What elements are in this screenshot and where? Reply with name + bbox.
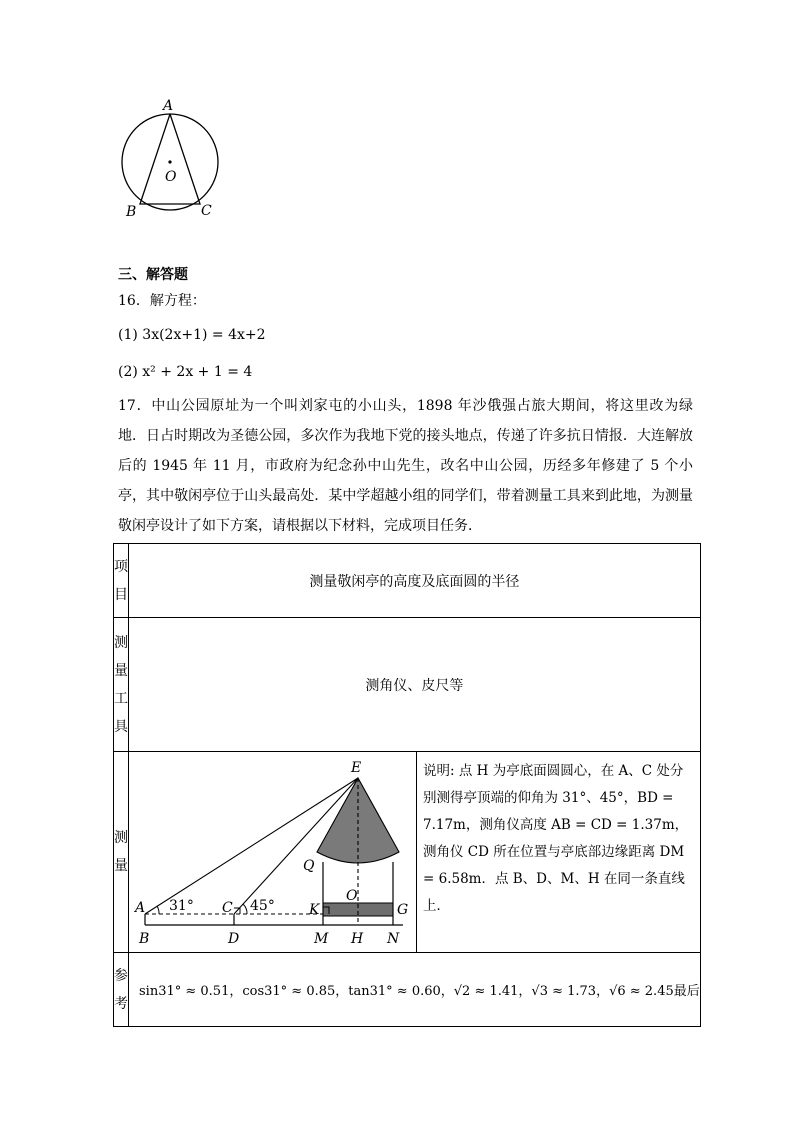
q17-text: 17．中山公园原址为一个叫刘家屯的小山头，1898 年沙俄强占旅大期间，将这里改为绿地．日占时期改为圣德公园，多次作为我地下党的接头地点，传递了许多抗日情报．大连解放后的 1945 年 11 月，市政府为纪念孙中山先生，改名中山公园，历经多年修建了 5 个小亭，其中敬闲亭位于山头最高处．某中学超越小组的同学们，带着测量工具来到此地，为测量敬闲亭设计了如下方案，请根据以下材料，完成项目任务．	[118, 398, 693, 534]
angle-arc-a	[157, 906, 159, 914]
label-angle-31: 31°	[169, 898, 194, 914]
row-label-project	[114, 544, 129, 618]
label-c: C	[201, 203, 212, 219]
label-b: B	[126, 204, 137, 220]
measurement-note-cell	[417, 752, 701, 953]
measurement-note: 说明: 点 H 为亭底面圆圆心，在 A、C 处分别测得亭顶端的仰角为 31°、45°，BD = 7.17m，测角仪高度 AB = CD = 1.37m，测角仪 CD 所在位置与亭底部边缘距离 DM = 6.58m．点 B、D、M、H 在同一条直线上．	[423, 763, 689, 914]
label-g: G	[397, 902, 409, 918]
label-d: D	[228, 931, 240, 947]
label-h: H	[351, 931, 364, 947]
label-char: 考	[114, 995, 128, 1012]
label-angle-45: 45°	[250, 898, 275, 914]
label-char: 项	[114, 558, 128, 575]
label-q: Q	[303, 858, 315, 874]
label-char: 参	[114, 967, 128, 984]
measurement-diagram-cell	[129, 752, 417, 953]
label-n: N	[387, 931, 400, 947]
label-c: C	[222, 900, 233, 916]
label-char: 量	[114, 662, 128, 679]
q16-stem: 16．解方程：	[118, 293, 206, 309]
label-a: A	[163, 98, 174, 114]
q16-part2: (2) x² + 2x + 1 = 4	[118, 364, 253, 380]
section-title: 三、解答题	[118, 267, 188, 283]
label-char: 量	[114, 858, 128, 874]
label-char: 工	[114, 690, 128, 707]
label-e: E	[351, 760, 362, 776]
row-label-reference	[114, 953, 129, 1027]
label-m: M	[314, 931, 329, 947]
project-value: 测量敬闲亭的高度及底面圆的半径	[129, 544, 701, 618]
row-label-tools	[114, 618, 129, 752]
label-char: 具	[114, 718, 128, 735]
triangle-abc	[140, 114, 200, 204]
label-char: 测	[114, 634, 128, 651]
center-point	[168, 160, 171, 163]
label-k: K	[309, 902, 320, 918]
label-char: 目	[114, 586, 128, 603]
label-b: B	[139, 931, 150, 947]
label-char: 测	[114, 830, 128, 846]
project-table	[113, 543, 701, 1027]
label-o: O	[346, 888, 358, 904]
reference-values: sin31° ≈ 0.51，cos31° ≈ 0.85，tan31° ≈ 0.60，√2 ≈ 1.41，√3 ≈ 1.73，√6 ≈ 2.45最后	[139, 984, 700, 999]
circle-triangle-figure	[112, 96, 232, 226]
label-a: A	[135, 900, 146, 916]
row-label-measure	[114, 752, 129, 953]
angle-arc-c	[243, 904, 247, 914]
label-o: O	[165, 169, 177, 185]
tools-value: 测角仪、皮尺等	[129, 618, 701, 752]
q16-part1: (1) 3x(2x+1) = 4x+2	[118, 327, 266, 343]
pavilion-diagram	[129, 752, 416, 948]
reference-cell	[129, 953, 701, 1027]
